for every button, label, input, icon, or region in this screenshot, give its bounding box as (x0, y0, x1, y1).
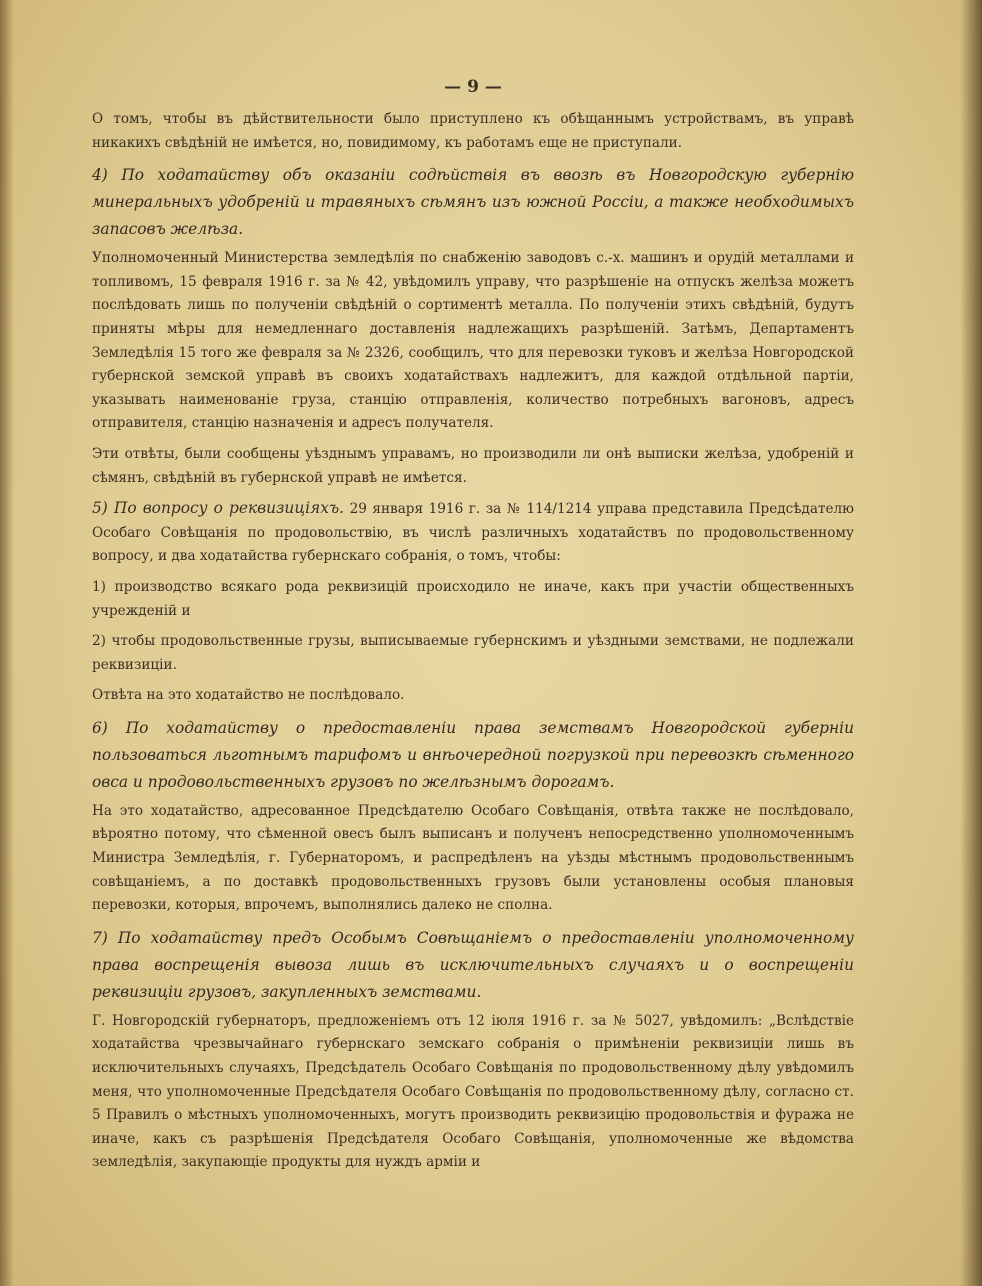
paragraph-section-7-body: Г. Новгородскій губернаторъ, предложеніемъ отъ 12 іюля 1916 г. за № 5027, увѣдомилъ: „Вслѣдствіе ходатайства чрезвычайнаго губернскаго земскаго собранія о примѣненіи реквизиціи лишь въ исключительныхъ случаяхъ, Предсѣдатель Особаго Совѣщанія по продовольственному дѣлу увѣдомилъ меня, что уполномоченные Предсѣдателя Особаго Совѣщанія по продовольственному дѣлу, согласно ст. 5 Правилъ о мѣстныхъ уполномоченныхъ, могутъ производить реквизицію продовольствія и фуража не иначе, какъ съ разрѣшенія Предсѣдателя Особаго Совѣщанія, уполномоченные же вѣдомства земледѣлія, закупающіе продукты для нуждъ арміи и (92, 1012, 854, 1171)
page-right-edge (960, 0, 982, 1286)
list-item-2: 2) чтобы продовольственные грузы, выписываемые губернскимъ и уѣздными земствами, не подлежали реквизиціи. (92, 633, 854, 673)
paragraph-intro: О томъ, чтобы въ дѣйствительности было приступлено къ обѣщаннымъ устройствамъ, въ управѣ никакихъ свѣдѣній не имѣется, но, повидимому, къ работамъ еще не приступали. (92, 111, 854, 151)
page-left-edge (0, 0, 14, 1286)
paragraph-no-reply: Отвѣта на это ходатайство не послѣдовало. (92, 687, 405, 704)
paragraph-section-4-replies: Эти отвѣты, были сообщены уѣзднымъ управамъ, но производили ли онѣ выписки желѣза, удобреній и сѣмянъ, свѣдѣній въ губернской управѣ не имѣется. (92, 445, 854, 486)
text-column (92, 70, 854, 1182)
paragraph-section-6-body: На это ходатайство, адресованное Предсѣдателю Особаго Совѣщанія, отвѣта также не послѣдовало, вѣроятно потому, что сѣменной овесъ былъ выписанъ и полученъ непосредственно уполномоченнымъ Министра Земледѣлія, г. Губернаторомъ, и распредѣленъ на уѣзды мѣстнымъ продовольственнымъ совѣщаніемъ, а по доставкѣ продовольственныхъ грузовъ были установлены особыя плановыя перевозки, которыя, впрочемъ, выполнялись далеко не сполна. (92, 802, 854, 914)
section-heading-4: 4) По ходатайству объ оказаніи содѣйствія въ ввозѣ въ Новгородскую губернію минеральныхъ удобреній и травяныхъ сѣмянъ изъ южной Россіи, а также необходимыхъ запасовъ желѣза. (92, 166, 854, 239)
list-item-1: 1) производство всякаго рода реквизицій происходило не иначе, какъ при участіи общественныхъ учрежденій и (92, 578, 854, 619)
page-number: — 9 — (444, 77, 502, 97)
paragraph-section-5 (92, 497, 854, 569)
paragraph-section-4-body: Уполномоченный Министерства земледѣлія по снабженію заводовъ с.-х. машинъ и орудій металлами и топливомъ, 15 февраля 1916 г. за № 42, увѣдомилъ управу, что разрѣшеніе на отпускъ желѣза можетъ послѣдовать лишь по полученіи свѣдѣній о сортиментѣ металла. По полученіи этихъ свѣдѣній, будутъ приняты мѣры для немедленнаго доставленія надлежащихъ разрѣшеній. Затѣмъ, Департаментъ Земледѣлія 15 того же февраля за № 2326, сообщилъ, что для перевозки туковъ и желѣза Новгородской губернской земской управѣ въ своихъ ходатайствахъ надлежитъ, для каждой отдѣльной партіи, указывать наименованіе груза, станцію отправленія, количество потребныхъ вагоновъ, адресъ отправителя, станцію назначенія и адресъ получателя. (92, 250, 854, 432)
section-5-body: 29 января 1916 г. за № 114/1214 управа представила Предсѣдателю Особаго Совѣщанія по продовольствію, въ числѣ различныхъ ходатайствъ по продовольственному вопросу, и два ходатайства губернскаго собранія, о томъ, чтобы: (92, 501, 854, 565)
section-heading-6: 6) По ходатайству о предоставленіи права земствамъ Новгородской губерніи пользоваться льготнымъ тарифомъ и внѣочередной погрузкой при перевозкѣ сѣменного овса и продовольственныхъ грузовъ по желѣзнымъ дорогамъ. (92, 718, 854, 791)
section-heading-5: 5) По вопросу о реквизиціяхъ. (92, 499, 345, 518)
section-heading-7: 7) По ходатайству предъ Особымъ Совѣщаніемъ о предоставленіи уполномоченному права воспрещенія вывоза лишь въ исключительныхъ случаяхъ и о воспрещеніи реквизиціи грузовъ, закупленныхъ земствами. (92, 928, 854, 1001)
